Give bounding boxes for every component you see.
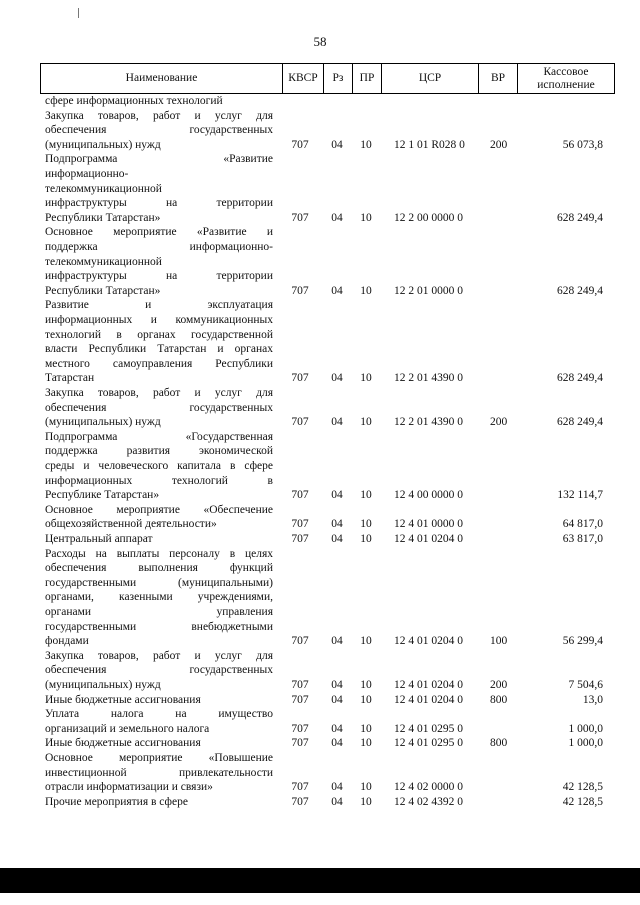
- row-csr: 12 4 01 0204 0: [394, 533, 463, 545]
- row-vr: 800: [490, 693, 508, 706]
- row-name-line: информационно-: [45, 167, 129, 180]
- row-pr: 10: [360, 284, 372, 297]
- row-rz: 04: [331, 678, 343, 691]
- table-row: [0, 736, 640, 751]
- header-pr: ПР: [359, 72, 375, 84]
- row-sum: 56 073,8: [562, 138, 603, 151]
- row-rz: 04: [331, 138, 343, 151]
- row-name-line: Прочие мероприятия в сфере: [45, 795, 188, 808]
- row-name: [45, 298, 273, 386]
- row-kvsr: 707: [291, 211, 309, 224]
- row-pr: 10: [360, 737, 372, 750]
- row-kvsr: 707: [291, 737, 309, 750]
- row-pr: 10: [360, 138, 372, 151]
- row-vr: 200: [490, 678, 508, 691]
- row-name-line: обеспечения государственных: [45, 124, 273, 137]
- row-kvsr: 707: [291, 284, 309, 297]
- row-name-line: органами, казенными учреждениями,: [45, 591, 273, 604]
- row-name-line: государственными внебюджетными: [45, 620, 273, 633]
- row-name-line: инвестиционной привлекательности: [45, 766, 273, 779]
- row-pr: 10: [360, 533, 372, 545]
- row-name-line: органами управления: [45, 605, 273, 618]
- table-row: [0, 532, 640, 547]
- row-name-line: Закупка товаров, работ и услуг для: [45, 109, 273, 122]
- scan-bottom-edge: [0, 868, 640, 893]
- header-rz: Рз: [332, 72, 344, 84]
- row-name-line: Центральный аппарат: [45, 533, 153, 545]
- header-vr: ВР: [490, 72, 506, 84]
- table-row: [0, 298, 640, 386]
- row-name-line: отрасли информатизации и связи»: [45, 781, 213, 794]
- row-kvsr: 707: [291, 722, 309, 735]
- row-name-line: Закупка товаров, работ и услуг для: [45, 387, 273, 399]
- row-name: [45, 736, 273, 751]
- row-sum: 628 249,4: [557, 211, 603, 224]
- table-row: [0, 693, 640, 708]
- row-name-line: информационных технологий в: [45, 474, 273, 487]
- table-row: [0, 386, 640, 430]
- table-header: [40, 63, 615, 94]
- row-name-line: сфере информационных технологий: [45, 95, 223, 107]
- row-sum: 132 114,7: [557, 489, 603, 502]
- row-name: [45, 532, 273, 547]
- header-name: Наименование: [125, 72, 198, 84]
- row-pr: 10: [360, 678, 372, 691]
- row-name: [45, 547, 273, 649]
- row-sum: 56 299,4: [562, 635, 603, 648]
- row-pr: 10: [360, 693, 372, 706]
- scan-mark: [78, 8, 79, 18]
- table-row: [0, 94, 640, 109]
- page-number: 58: [313, 34, 327, 49]
- row-csr: 12 2 01 0000 0: [394, 284, 463, 297]
- row-name-line: Республики Татарстан»: [45, 211, 161, 224]
- row-name-line: Татарстан: [45, 372, 95, 385]
- row-kvsr: 707: [291, 372, 309, 385]
- row-rz: 04: [331, 284, 343, 297]
- row-pr: 10: [360, 781, 372, 794]
- row-name-line: Подпрограмма «Развитие: [45, 153, 273, 166]
- row-name-line: Республики Татарстан»: [45, 284, 161, 297]
- row-vr: 800: [490, 737, 508, 750]
- row-rz: 04: [331, 781, 343, 794]
- row-name-line: информационных и коммуникационных: [45, 313, 273, 326]
- row-name-line: поддержка информационно-: [45, 240, 273, 253]
- row-name-line: обеспечения государственных: [45, 401, 273, 414]
- table-row: [0, 707, 640, 736]
- row-name-line: Развитие и эксплуатация: [45, 299, 273, 312]
- row-csr: 12 1 01 R028 0: [394, 138, 465, 151]
- row-name: [45, 225, 273, 298]
- row-csr: 12 4 01 0000 0: [394, 518, 463, 531]
- row-kvsr: 707: [291, 518, 309, 531]
- row-name-line: Основное мероприятие «Развитие и: [45, 226, 273, 239]
- row-rz: 04: [331, 635, 343, 648]
- row-csr: 12 4 00 0000 0: [394, 489, 463, 502]
- table-row: [0, 547, 640, 649]
- row-sum: 64 817,0: [562, 518, 603, 531]
- row-rz: 04: [331, 737, 343, 750]
- row-sum: 1 000,0: [568, 737, 603, 750]
- row-vr: 200: [490, 416, 508, 429]
- row-csr: 12 2 01 4390 0: [394, 416, 463, 429]
- row-kvsr: 707: [291, 416, 309, 429]
- row-pr: 10: [360, 518, 372, 531]
- row-sum: 628 249,4: [557, 372, 603, 385]
- row-name-line: Республике Татарстан»: [45, 489, 160, 502]
- row-name: [45, 649, 273, 693]
- row-pr: 10: [360, 372, 372, 385]
- row-csr: 12 2 01 4390 0: [394, 372, 463, 385]
- row-name-line: инфраструктуры на территории: [45, 270, 273, 283]
- row-name: [45, 751, 273, 795]
- row-name-line: власти Республики Татарстан и органах: [45, 343, 273, 356]
- row-pr: 10: [360, 635, 372, 648]
- row-name: [45, 693, 273, 708]
- row-csr: 12 4 02 0000 0: [394, 781, 463, 794]
- row-sum: 1 000,0: [568, 722, 603, 735]
- row-rz: 04: [331, 489, 343, 502]
- row-name: [45, 152, 273, 225]
- row-name: [45, 109, 273, 153]
- row-name: [45, 386, 273, 430]
- table-row: [0, 430, 640, 503]
- row-pr: 10: [360, 416, 372, 429]
- row-kvsr: 707: [291, 781, 309, 794]
- row-name-line: поддержка развития экономической: [45, 445, 273, 458]
- row-name-line: Уплата налога на имущество: [45, 708, 273, 721]
- row-sum: 628 249,4: [557, 416, 603, 429]
- row-sum: 42 128,5: [562, 781, 603, 794]
- row-name-line: обеспечения выполнения функций: [45, 562, 273, 575]
- header-sum-line2: исполнение: [537, 78, 595, 91]
- row-pr: 10: [360, 211, 372, 224]
- row-name-line: фондами: [45, 635, 89, 648]
- row-name-line: Иные бюджетные ассигнования: [45, 737, 201, 750]
- row-rz: 04: [331, 533, 343, 545]
- row-name-line: среды и человеческого капитала в сфере: [45, 459, 273, 472]
- row-name-line: (муниципальных) нужд: [45, 678, 161, 691]
- row-name-line: (муниципальных) нужд: [45, 138, 161, 151]
- table-row: [0, 795, 640, 810]
- row-vr: 100: [490, 635, 508, 648]
- header-sum: [518, 64, 614, 93]
- row-sum: 7 504,6: [568, 678, 603, 691]
- row-name-line: (муниципальных) нужд: [45, 416, 161, 429]
- row-kvsr: 707: [291, 693, 309, 706]
- row-sum: 63 817,0: [562, 533, 603, 545]
- table-body: [0, 94, 640, 834]
- row-kvsr: 707: [291, 635, 309, 648]
- row-name-line: обеспечения государственных: [45, 664, 273, 677]
- table-row: [0, 503, 640, 532]
- row-name-line: государственными (муниципальными): [45, 576, 273, 589]
- row-rz: 04: [331, 416, 343, 429]
- row-csr: 12 4 01 0204 0: [394, 635, 463, 648]
- row-name-line: Основное мероприятие «Обеспечение: [45, 503, 273, 516]
- row-pr: 10: [360, 795, 372, 808]
- header-sum-line1: Кассовое: [543, 65, 589, 78]
- row-kvsr: 707: [291, 533, 309, 545]
- row-name-line: инфраструктуры на территории: [45, 197, 273, 210]
- header-kvsr: КВСР: [288, 72, 318, 84]
- row-rz: 04: [331, 372, 343, 385]
- row-rz: 04: [331, 795, 343, 808]
- row-rz: 04: [331, 518, 343, 531]
- table-row: [0, 649, 640, 693]
- row-name-line: Основное мероприятие «Повышение: [45, 752, 273, 764]
- row-name-line: местного самоуправления Республики: [45, 357, 273, 370]
- row-csr: 12 2 00 0000 0: [394, 211, 463, 224]
- row-name-line: общехозяйственной деятельности»: [45, 518, 217, 531]
- row-name-line: Подпрограмма «Государственная: [45, 430, 273, 443]
- row-name: [45, 430, 273, 503]
- table-row: [0, 109, 640, 153]
- row-name-line: Закупка товаров, работ и услуг для: [45, 649, 273, 662]
- row-name: [45, 707, 273, 736]
- row-csr: 12 4 01 0204 0: [394, 693, 463, 706]
- row-name-line: телекоммуникационной: [45, 182, 162, 195]
- row-name-line: Расходы на выплаты персоналу в целях: [45, 547, 273, 560]
- table-row: [0, 152, 640, 225]
- row-kvsr: 707: [291, 795, 309, 808]
- row-rz: 04: [331, 693, 343, 706]
- row-name-line: организаций и земельного налога: [45, 722, 210, 735]
- row-name-line: телекоммуникационной: [45, 255, 162, 268]
- row-name-line: Иные бюджетные ассигнования: [45, 693, 201, 706]
- row-sum: 42 128,5: [562, 795, 603, 808]
- row-csr: 12 4 01 0204 0: [394, 678, 463, 691]
- row-csr: 12 4 01 0295 0: [394, 737, 463, 750]
- table-row: [0, 225, 640, 298]
- row-sum: 13,0: [582, 693, 603, 706]
- row-name-line: технологий в органах государственной: [45, 328, 273, 341]
- header-csr: ЦСР: [418, 72, 442, 84]
- row-vr: 200: [490, 138, 508, 151]
- row-sum: 628 249,4: [557, 284, 603, 297]
- row-name: [45, 795, 273, 810]
- row-rz: 04: [331, 722, 343, 735]
- row-name: [45, 503, 273, 532]
- row-csr: 12 4 01 0295 0: [394, 722, 463, 735]
- row-kvsr: 707: [291, 489, 309, 502]
- row-name: [45, 94, 273, 109]
- row-kvsr: 707: [291, 138, 309, 151]
- row-pr: 10: [360, 489, 372, 502]
- row-csr: 12 4 02 4392 0: [394, 795, 463, 808]
- table-row: [0, 751, 640, 795]
- row-rz: 04: [331, 211, 343, 224]
- row-pr: 10: [360, 722, 372, 735]
- row-kvsr: 707: [291, 678, 309, 691]
